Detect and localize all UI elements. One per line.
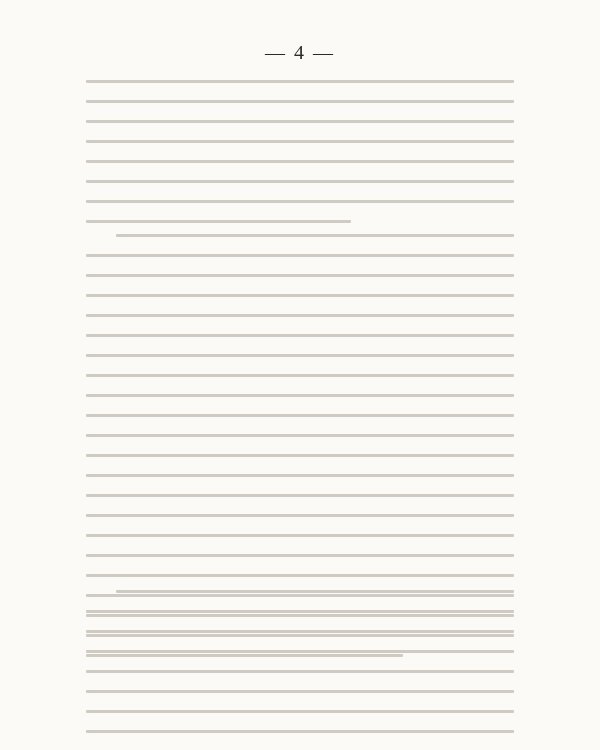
paragraph-1-placeholder xyxy=(86,80,514,223)
page-number: — 4 — xyxy=(265,42,335,64)
paragraph-3-placeholder xyxy=(86,590,514,733)
